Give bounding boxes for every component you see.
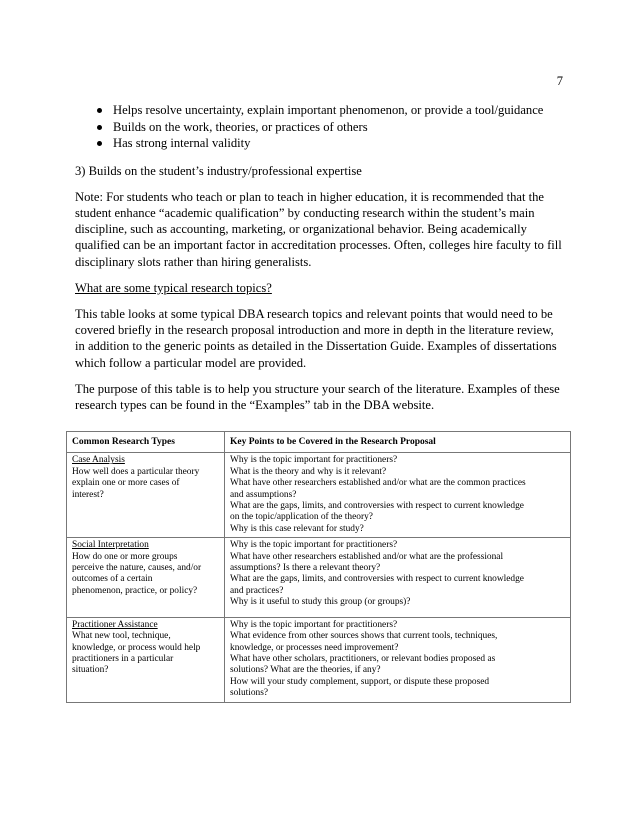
purpose-line: research types can be found in the “Examples” tab in the DBA website.	[75, 397, 435, 412]
key-point: solutions?	[230, 688, 269, 699]
key-point: and practices?	[230, 585, 284, 596]
intro-paragraph	[75, 306, 565, 371]
key-point: Why is it useful to study this group (or groups)?	[230, 597, 411, 608]
key-point: What evidence from other sources shows that current tools, techniques,	[230, 631, 498, 642]
key-point: Why is the topic important for practitioners?	[230, 455, 398, 466]
column-header-types: Common Research Types	[67, 432, 225, 453]
intro-line: covered briefly in the research proposal introduction and more in depth in the literature review,	[75, 323, 554, 338]
table-row	[67, 617, 571, 702]
intro-line: which follow a particular model are provided.	[75, 355, 307, 370]
intro-line: in addition to the generic points as detailed in the Dissertation Guide. Examples of dissertations	[75, 339, 557, 354]
key-points-cell	[225, 617, 571, 702]
bullet-item	[75, 119, 565, 136]
research-type-desc: situation?	[72, 665, 109, 676]
section-heading: What are some typical research topics?	[75, 280, 272, 295]
research-type-cell	[67, 453, 225, 538]
research-type-desc: How do one or more groups	[72, 551, 178, 562]
page-number: 7	[556, 74, 563, 88]
key-point: What have other researchers established and/or what are the professional	[230, 551, 504, 562]
bullet-item	[75, 135, 565, 152]
key-point: What are the gaps, limits, and controversies with respect to current knowledge	[230, 574, 524, 585]
research-type-desc: outcomes of a certain	[72, 574, 153, 585]
key-point: What have other researchers established and/or what are the common practices	[230, 478, 526, 489]
research-type-cell	[67, 617, 225, 702]
purpose-line: The purpose of this table is to help you structure your search of the literature. Examples of these	[75, 381, 560, 396]
research-types-table	[66, 431, 571, 703]
research-type-desc: How well does a particular theory	[72, 466, 200, 477]
intro-line: This table looks at some typical DBA research topics and relevant points that would need to be	[75, 306, 553, 321]
note-line: discipline, such as accounting, marketing, or organizational behavior. Being academically	[75, 222, 527, 237]
research-type-title: Practitioner Assistance	[72, 619, 158, 630]
note-paragraph	[75, 189, 565, 270]
table-row	[67, 453, 571, 538]
key-point: What is the theory and why is it relevant?	[230, 466, 387, 477]
bullet-item	[75, 102, 565, 119]
research-type-desc: phenomenon, practice, or policy?	[72, 585, 198, 596]
document-body	[75, 102, 565, 413]
note-line: qualified can be an important factor in accreditation processes. Often, colleges hire faculty to fill	[75, 238, 562, 253]
key-point: What have other scholars, practitioners, or relevant bodies proposed as	[230, 653, 496, 664]
key-point: assumptions? Is there a relevant theory?	[230, 563, 381, 574]
column-header-key-points: Key Points to be Covered in the Research Proposal	[225, 432, 571, 453]
bullet-icon	[97, 108, 102, 113]
key-point: on the topic/application of the theory?	[230, 512, 373, 523]
research-type-desc: perceive the nature, causes, and/or	[72, 563, 202, 574]
key-point: How will your study complement, support, or dispute these proposed	[230, 676, 490, 687]
numbered-point-3: 3) Builds on the student’s industry/professional expertise	[75, 163, 362, 178]
key-points-cell	[225, 453, 571, 538]
bullet-icon	[97, 141, 102, 146]
bullet-text: Helps resolve uncertainty, explain important phenomenon, or provide a tool/guidance	[113, 103, 544, 117]
criteria-bullet-list	[75, 102, 565, 152]
key-point: knowledge, or processes need improvement?	[230, 642, 399, 653]
research-type-desc: explain one or more cases of	[72, 478, 180, 489]
table-header-row	[67, 432, 571, 453]
key-point: Why is the topic important for practitioners?	[230, 540, 398, 551]
key-points-cell	[225, 538, 571, 617]
note-line: student enhance “academic qualification” by conducting research within the student’s main	[75, 205, 535, 220]
key-point: solutions? What are the theories, if any?	[230, 665, 381, 676]
key-point: and assumptions?	[230, 489, 297, 500]
key-point: What are the gaps, limits, and controversies with respect to current knowledge	[230, 501, 524, 512]
key-point: Why is the topic important for practitioners?	[230, 619, 398, 630]
research-type-title: Case Analysis	[72, 455, 125, 466]
bullet-icon	[97, 125, 102, 130]
key-point: Why is this case relevant for study?	[230, 523, 364, 534]
research-type-desc: interest?	[72, 489, 104, 500]
research-type-desc: knowledge, or process would help	[72, 642, 201, 653]
research-type-desc: practitioners in a particular	[72, 653, 174, 664]
research-type-cell	[67, 538, 225, 617]
table-row	[67, 538, 571, 617]
note-line: disciplinary slots rather than hiring generalists.	[75, 254, 312, 269]
purpose-paragraph	[75, 381, 565, 413]
note-line: Note: For students who teach or plan to teach in higher education, it is recommended that the	[75, 189, 544, 204]
research-type-title: Social Interpretation	[72, 540, 149, 551]
bullet-text: Builds on the work, theories, or practices of others	[113, 119, 368, 134]
bullet-text: Has strong internal validity	[113, 136, 251, 150]
research-type-desc: What new tool, technique,	[72, 631, 171, 642]
